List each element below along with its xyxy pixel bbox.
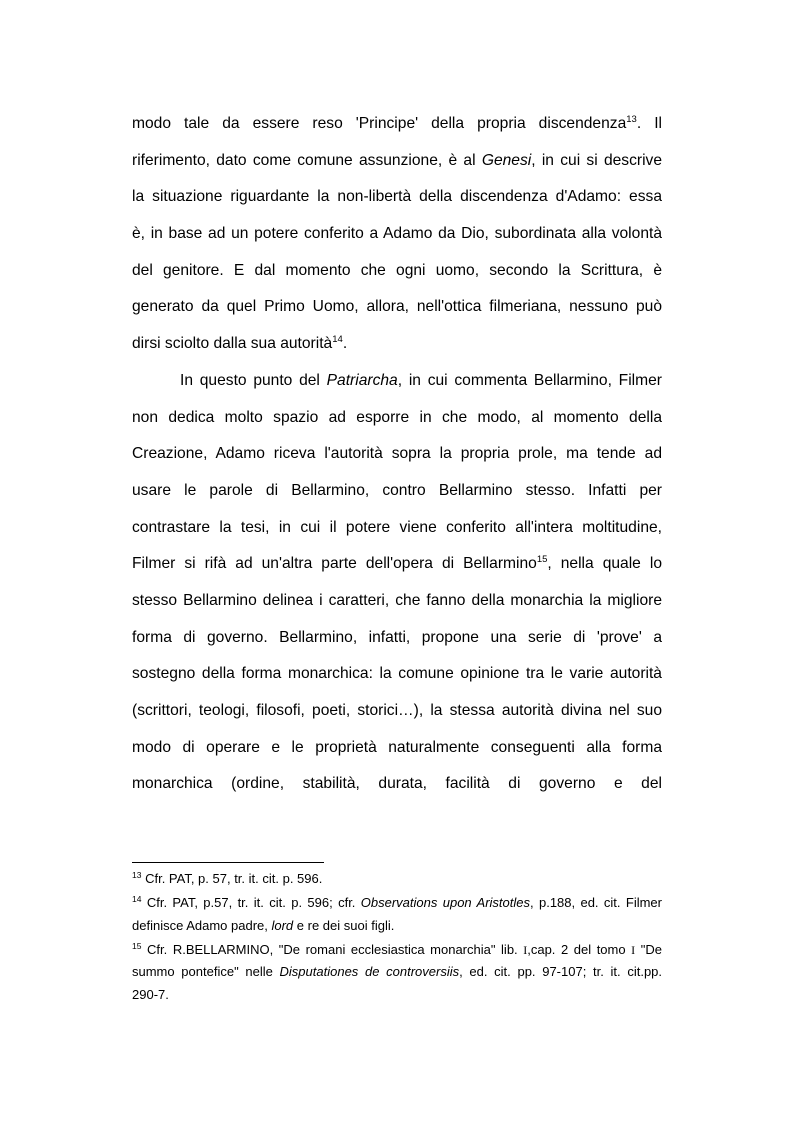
text-run: riferimento, dato come comune assunzione, è al [132, 151, 482, 169]
footnote-text: "De [635, 941, 662, 957]
text-run: , in cui commenta Bellarmino, Filmer [397, 371, 662, 389]
footnote-13 [132, 868, 662, 891]
footnote-separator [132, 862, 324, 863]
footnote-line [132, 892, 662, 915]
text-line [132, 326, 662, 363]
text-line: usare le parole di Bellarmino, contro Bellarmino stesso. Infatti per [132, 481, 662, 499]
footnote-text: ,cap. 2 del tomo [527, 941, 632, 957]
text-line: monarchica (ordine, stabilità, durata, facilità di governo e del [132, 775, 662, 793]
footnote-line [132, 939, 662, 962]
italic-title-patriarcha: Patriarcha [326, 371, 398, 389]
footnote-number: 13 [132, 870, 142, 880]
text-run: . [342, 335, 348, 353]
footnote-line: 290-7. [132, 986, 169, 1002]
footnote-italic-word: lord [271, 917, 294, 933]
footnote-text: , ed. cit. pp. 97-107; tr. it. cit.pp. [459, 964, 662, 979]
text-run: , in cui si descrive [531, 151, 662, 169]
text-line [132, 546, 662, 583]
footnote-line [132, 961, 662, 984]
footnote-text: summo pontefice" nelle [132, 964, 280, 979]
text-line: stesso Bellarmino delinea i caratteri, che fanno della monarchia la migliore [132, 591, 662, 609]
text-line: del genitore. E dal momento che ogni uomo, secondo la Scrittura, è [132, 261, 662, 279]
footnote-15 [132, 939, 662, 1007]
footnote-text: e re dei suoi figli. [293, 917, 395, 933]
footnote-number: 15 [132, 940, 142, 951]
text-line [132, 106, 662, 143]
footnote-14 [132, 892, 662, 937]
footnote-italic-title: Observations upon Aristotles [360, 895, 530, 910]
text-run: In questo punto del [180, 371, 327, 389]
text-line [132, 143, 662, 180]
footnote-text: Cfr. PAT, p.57, tr. it. cit. p. 596; cfr. [141, 895, 361, 910]
roman-numeral: I [631, 942, 636, 957]
footnote-ref-13[interactable]: 13 [626, 114, 637, 125]
footnote-text: Cfr. PAT, p. 57, tr. it. cit. p. 596. [141, 871, 323, 886]
text-line: generato da quel Primo Uomo, allora, nell'ottica filmeriana, nessuno può [132, 298, 662, 316]
footnote-line [132, 915, 662, 938]
text-line: non dedica molto spazio ad esporre in che modo, al momento della [132, 408, 662, 426]
text-line [132, 363, 662, 400]
main-text [132, 106, 662, 803]
roman-numeral: I [523, 942, 528, 957]
footnote-italic-title: Disputationes de controversiis [279, 964, 460, 979]
text-line: la situazione riguardante la non-libertà della discendenza d'Adamo: essa [132, 188, 662, 206]
text-line: sostegno della forma monarchica: la comune opinione tra le varie autorità [132, 665, 662, 683]
text-run: modo tale da essere reso 'Principe' della propria discendenza [132, 115, 627, 132]
italic-title-genesi: Genesi [481, 151, 532, 169]
text-line: forma di governo. Bellarmino, infatti, propone una serie di 'prove' a [132, 628, 662, 646]
footnote-text: , p.188, ed. cit. Filmer [530, 895, 662, 910]
text-line: (scrittori, teologi, filosofi, poeti, storici…), la stessa autorità divina nel suo [132, 702, 662, 719]
footnote-ref-14[interactable]: 14 [332, 334, 343, 346]
text-line: è, in base ad un potere conferito a Adamo da Dio, subordinata alla volontà [132, 225, 662, 243]
footnote-text: definisce Adamo padre, [132, 917, 272, 933]
text-run: . Il [636, 115, 662, 132]
text-run: dirsi sciolto dalla sua autorità [132, 335, 333, 353]
footnote-line [132, 868, 662, 891]
footnote-text: Cfr. R.BELLARMINO, "De romani ecclesiastica monarchia" lib. [141, 941, 524, 957]
text-line: Creazione, Adamo riceva l'autorità sopra la propria prole, ma tende ad [132, 445, 662, 463]
footnote-number: 14 [132, 894, 142, 904]
footnote-ref-15[interactable]: 15 [536, 554, 548, 566]
footnotes [132, 868, 662, 1008]
text-run: , nella quale lo [547, 555, 662, 573]
text-line: modo di operare e le proprietà naturalmente conseguenti alla forma [132, 738, 662, 756]
text-run: Filmer si rifà ad un'altra parte dell'opera di Bellarmino [132, 555, 537, 573]
text-line: contrastare la tesi, in cui il potere viene conferito all'intera moltitudine, [132, 518, 662, 536]
